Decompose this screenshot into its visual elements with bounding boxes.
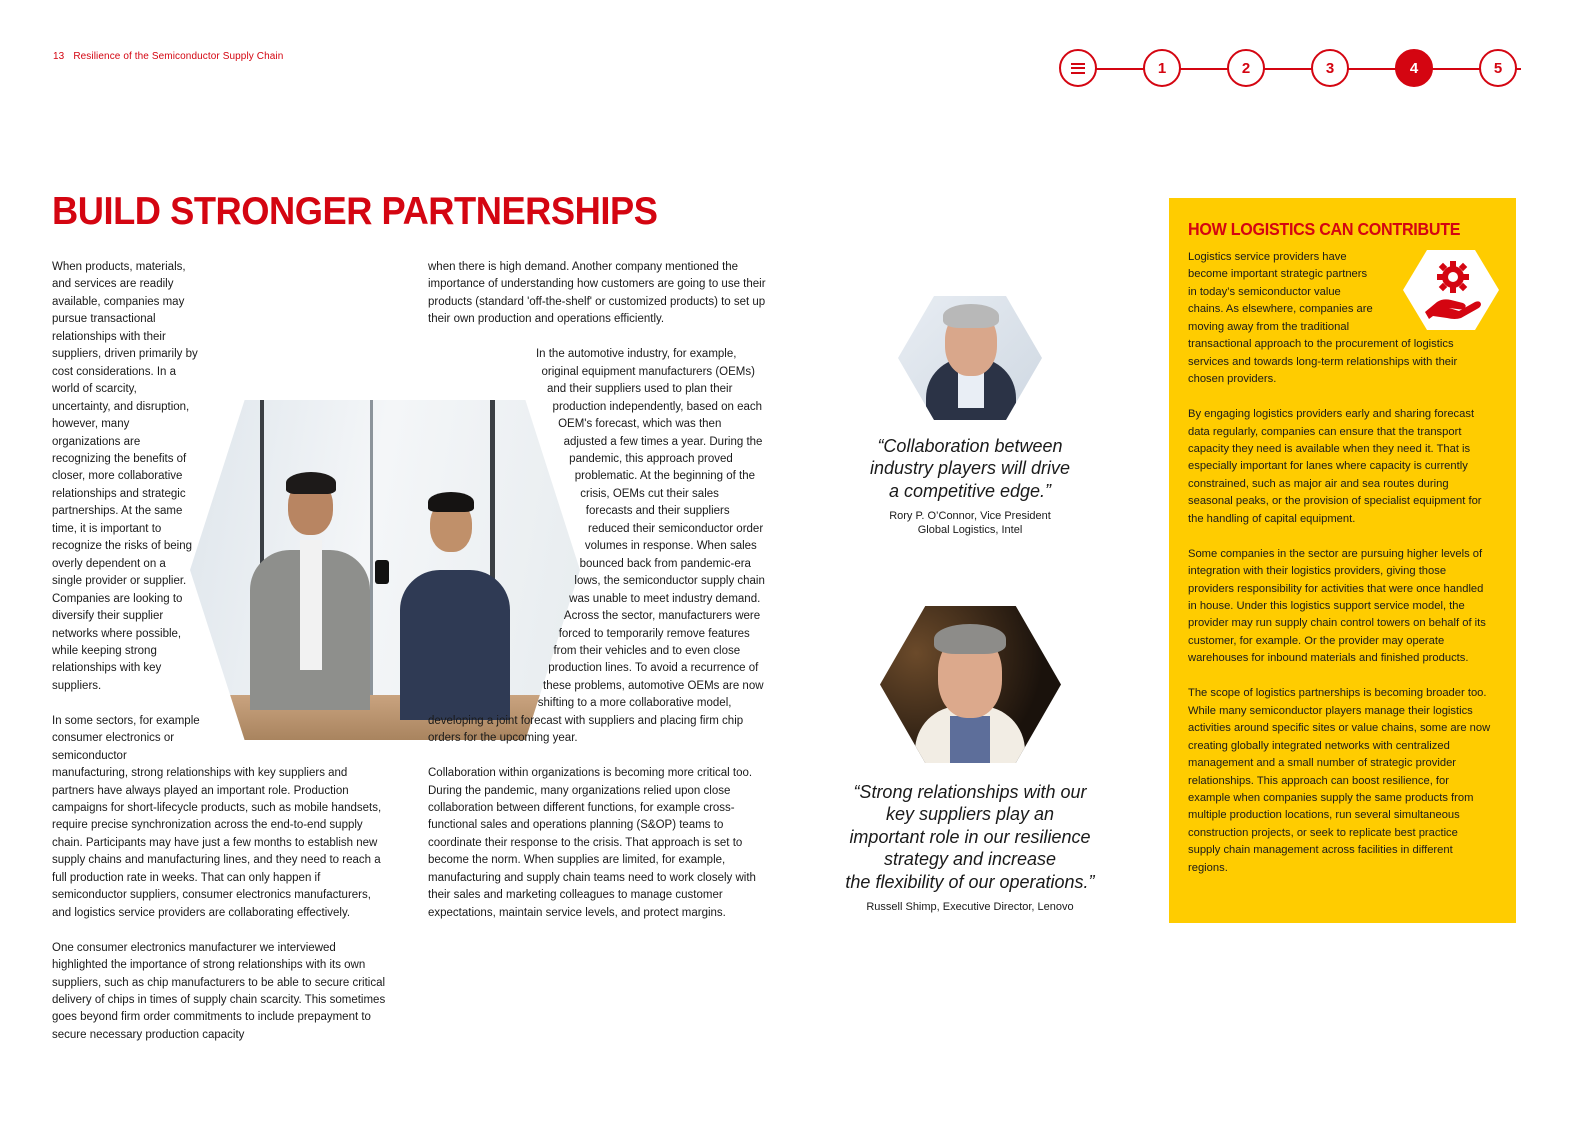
portrait-rory-oconnor [898, 296, 1042, 420]
document-title: Resilience of the Semiconductor Supply Chain [73, 51, 284, 62]
page-title: BUILD STRONGER PARTNERSHIPS [52, 190, 658, 233]
column2-paragraph-2: In the automotive industry, for example, original equipment manufacturers (OEMs) and their suppliers used to plan their production independently, based on each OEM's forecast, which was then adjusted a few times a year. During the pandemic, this approach proved problematic. At the beginning of the crisis, OEMs cut their sales forecasts and their suppliers reduced their semiconductor order volumes in response. When sales bounced back from pandemic-era lows, the semiconductor supply chain was unable to meet industry demand. Across the sector, manufacturers were forced to temporarily remove features from their vehicles and to even close production lines. To avoid a recurrence of these problems, automotive OEMs are now shifting to a more collaborative model, developing a joint forecast with suppliers and placing firm chip orders for the upcoming year. [428, 348, 765, 745]
sidebar-paragraph-2: By engaging logistics providers early and sharing forecast data regularly, companies can ensure that the transport capacity they need is available when they need it. That is especially important for lanes where capacity is currently constrained, such as major air and sea routes during seasonal peaks, or the provision of specialist equipment for the handling of capital equipment. [1188, 408, 1482, 525]
sidebar-title: HOW LOGISTICS CAN CONTRIBUTE [1188, 219, 1461, 239]
quote-1-attribution: Rory P. O’Connor, Vice President Global Logistics, Intel [889, 510, 1051, 536]
menu-icon [1071, 63, 1085, 74]
chapter-navigation [1059, 49, 1539, 89]
body-column-1 [52, 259, 392, 1044]
sidebar-paragraph-3: Some companies in the sector are pursuing higher levels of integration with their logistics providers, giving those providers responsibility for activities that were once handled in house. Under this logistics support service model, the provider may run supply chain control towers on behalf of its customer, for example. Or the provider may operate warehouses for inbound materials and finished products. [1188, 547, 1486, 665]
page-number: 13 [53, 51, 65, 62]
sidebar-paragraph-1: Logistics service providers have become important strategic partners in today’s semiconductor value chains. As elsewhere, companies are moving away from the traditional transactional approach to the procurement of logistics services and towards long-term relationships with their chosen providers. [1188, 251, 1458, 386]
sidebar-body [1188, 249, 1493, 877]
nav-chapter-4[interactable]: 4 [1395, 49, 1433, 87]
column1-paragraph-2: In some sectors, for example consumer electronics or semiconductor manufacturing, strong relationships with key suppliers and partners have always played an important role. Production campaigns for short-lifecycle products, such as mobile handsets, require precise synchronization across the end-to-end supply chain. Participants may have just a few months to establish new supply chains and manufacturing lines, and they need to reach a full production rate in weeks. That can only happen if semiconductor suppliers, consumer electronics manufacturers, and logistics service providers are collaborating effectively. [52, 714, 382, 919]
column1-paragraph-1: When products, materials, and services are readily available, companies may pursue transactional relationships with their suppliers, driven primarily by cost considerations. In a world of scarcity, uncertainty, and disruption, however, many organizations are recognizing the benefits of closer, more collaborative relationships and strategic partnerships. At the same time, it is important to recognize the risks of being overly dependent on a single provider or supplier. Companies are looking to diversify their supplier networks where possible, while keeping strong relationships with key suppliers. [52, 261, 198, 692]
column2-paragraph-3: Collaboration within organizations is becoming more critical too. During the pandemic, many organizations relied upon close collaboration between different functions, for example cross-functional sales and operations planning (S&OP) teams to coordinate their response to the crisis. That approach is set to become the norm. When supplies are limited, for example, manufacturing and supply chain teams need to work closely with their sales and marketing colleagues to manage customer expectations, maintain service levels, and protect margins. [428, 767, 756, 919]
page-header [53, 51, 292, 62]
portrait-russell-shimp [880, 606, 1061, 763]
menu-button[interactable] [1059, 49, 1097, 87]
nav-chapter-5[interactable]: 5 [1479, 49, 1517, 87]
nav-chapter-1[interactable]: 1 [1143, 49, 1181, 87]
nav-chapter-3[interactable]: 3 [1311, 49, 1349, 87]
quote-2-attribution: Russell Shimp, Executive Director, Lenovo [866, 901, 1074, 913]
quote-1-text: “Collaboration between industry players will drive a competitive edge.” [869, 436, 1071, 501]
nav-chapter-2[interactable]: 2 [1227, 49, 1265, 87]
column2-paragraph-1: when there is high demand. Another company mentioned the importance of understanding how customers are going to use their products (standard 'off-the-shelf' or customized products) to set up their own production and operations efficiently. [428, 261, 766, 326]
sidebar-paragraph-4: The scope of logistics partnerships is becoming broader too. While many semiconductor players manage their logistics activities around specific sites or value chains, some are now creating globally integrated networks with centralized management and a small number of strategic provider relationships. This approach can boost resilience, for example when companies supply the same products from multiple production locations, run several simultaneous construction projects, or seek to replicate best practice supply chain management across facilities in different regions. [1188, 687, 1491, 874]
body-column-2 [428, 259, 768, 922]
quote-2-text: “Strong relationships with our key suppliers play an important role in our resilience strategy and increase the flexibility of our operations.” [845, 782, 1095, 892]
column1-paragraph-3: One consumer electronics manufacturer we interviewed highlighted the importance of strong relationships with its own suppliers, such as chip manufacturers to be able to secure critical delivery of chips in times of supply chain scarcity. This sometimes goes beyond firm order commitments to include prepayment to secure necessary production capacity [52, 941, 386, 1041]
